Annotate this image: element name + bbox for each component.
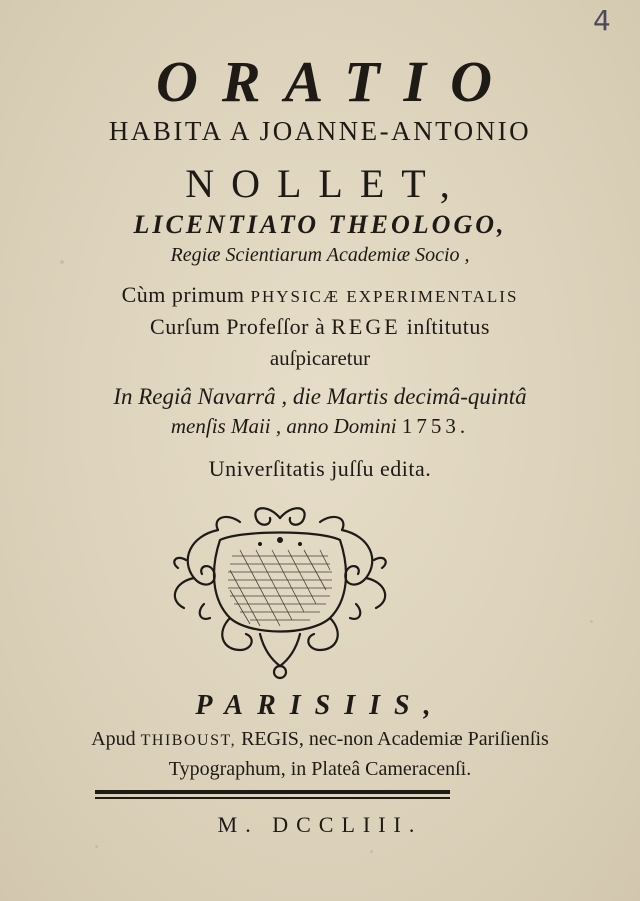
occasion-line-2 — [0, 314, 640, 340]
paper-spot — [95, 845, 98, 848]
author-name: NOLLET, — [185, 161, 467, 206]
paper-spot — [370, 850, 373, 853]
rege-text: REGE — [331, 314, 401, 339]
handwritten-page-number: 4 — [593, 4, 611, 37]
subtitle-habita: HABITA A JOANNE-ANTONIO — [108, 116, 532, 146]
imprint-year: M. DCCLIII. — [217, 812, 423, 837]
double-rule-thin — [95, 797, 450, 799]
year-digits: 1753. — [401, 414, 470, 438]
printer-name: THIBOUST, — [140, 732, 237, 749]
occasion-line-3: auſpicaretur — [269, 346, 371, 370]
printer-title: REGIS, nec-non Academiæ Pariſienſis — [241, 728, 549, 750]
printers-ornament-icon — [160, 500, 400, 682]
double-rule-thick — [95, 790, 450, 794]
mensis-text: menſis Maii , anno Domini — [170, 414, 397, 438]
institutus-text: inſtitutus — [406, 314, 490, 339]
main-title: ORATIO — [156, 49, 516, 114]
imprint-address: Typographum, in Plateâ Cameracenſi. — [168, 758, 472, 780]
cum-primum-text: Cùm primum — [121, 282, 245, 307]
cursum-text: Curſum Profeſſor à — [150, 314, 326, 339]
date-line-2 — [0, 414, 640, 439]
imprint-printer-line — [0, 728, 640, 751]
publication-note: Univerſitatis juſſu edita. — [208, 456, 432, 481]
author-affiliation: Regiæ Scientiarum Academiæ Socio , — [170, 244, 470, 266]
date-line-1: In Regiâ Navarrâ , die Martis decimâ-quintâ — [113, 384, 527, 409]
apud-text: Apud — [91, 728, 136, 750]
paper-spot — [590, 620, 593, 623]
imprint-place: PARISIIS, — [195, 690, 445, 721]
occasion-line-1 — [0, 282, 640, 308]
author-degree: LICENTIATO THEOLOGO, — [133, 210, 507, 239]
physicae-text: PHYSICÆ EXPERIMENTALIS — [250, 287, 519, 306]
